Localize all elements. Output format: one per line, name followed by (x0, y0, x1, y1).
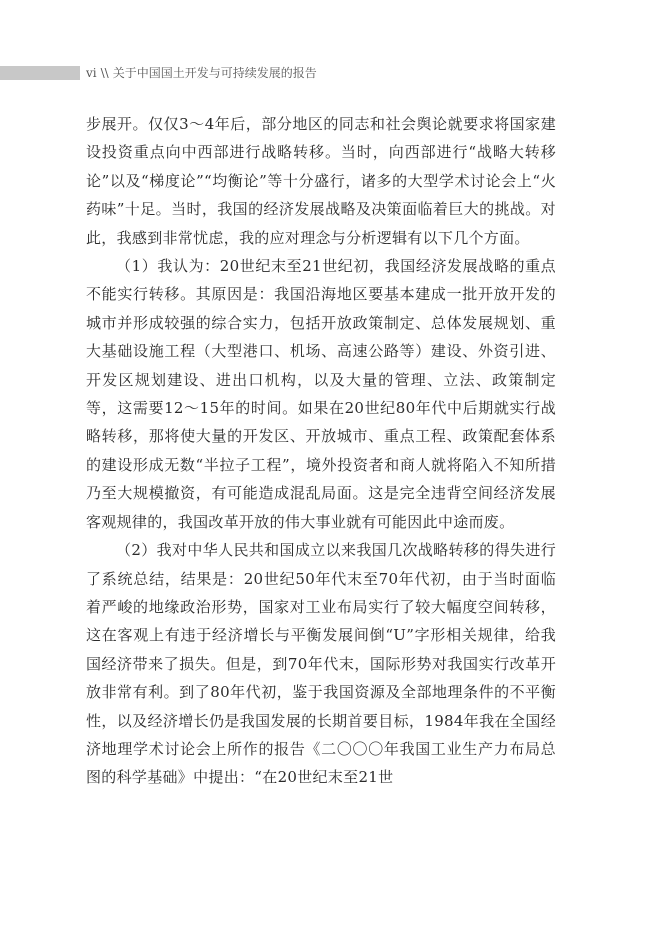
paragraph-point-1: （1）我认为：20世纪末至21世纪初，我国经济发展战略的重点不能实行转移。其原因是：我国沿海地区要基本建成一批开放开发的城市并形成较强的综合实力，包括开放政策制定、总体发展规划、重大基础设施工程（大型港口、机场、高速公路等）建设、外资引进、开发区规划建设、进出口机构，以及大量的管理、立法、政策制定等，这需要12～15年的时间。如果在20世纪80年代中后期就实行战略转移，那将使大量的开发区、开放城市、重点工程、政策配套体系的建设形成无数“半拉子工程”，境外投资者和商人就将陷入不知所措乃至大规模撤资，有可能造成混乱局面。这是完全违背空间经济发展客观规律的，我国改革开放的伟大事业就有可能因此中途而废。 (86, 257, 556, 531)
header-separator: \\ (100, 66, 109, 80)
book-title: 关于中国国土开发与可持续发展的报告 (112, 66, 317, 80)
page-number: vi (86, 66, 97, 80)
running-header (86, 64, 317, 82)
header-decorative-bar (0, 66, 80, 80)
paragraph-point-2: （2）我对中华人民共和国成立以来我国几次战略转移的得失进行了系统总结，结果是：20世纪50年代末至70年代初，由于当时面临着严峻的地缘政治形势，国家对工业布局实行了较大幅度空间转移，这在客观上有违于经济增长与平衡发展间倒“U”字形相关规律，给我国经济带来了损失。但是，到70年代末，国际形势对我国实行改革开放非常有利。到了80年代初，鉴于我国资源及全部地理条件的不平衡性，以及经济增长仍是我国发展的长期首要目标，1984年我在全国经济地理学术讨论会上所作的报告《二〇〇〇年我国工业生产力布局总图的科学基础》中提出：“在20世纪末至21世 (86, 541, 556, 787)
paragraph-continued: 步展开。仅仅3～4年后，部分地区的同志和社会舆论就要求将国家建设投资重点向中西部进行战略转移。当时，向西部进行“战略大转移论”以及“梯度论”“均衡论”等十分盛行，诸多的大型学术讨论会上“火药味”十足。当时，我国的经济发展战略及决策面临着巨大的挑战。对此，我感到非常忧虑，我的应对理念与分析逻辑有以下几个方面。 (86, 115, 556, 247)
body-text (86, 110, 556, 792)
